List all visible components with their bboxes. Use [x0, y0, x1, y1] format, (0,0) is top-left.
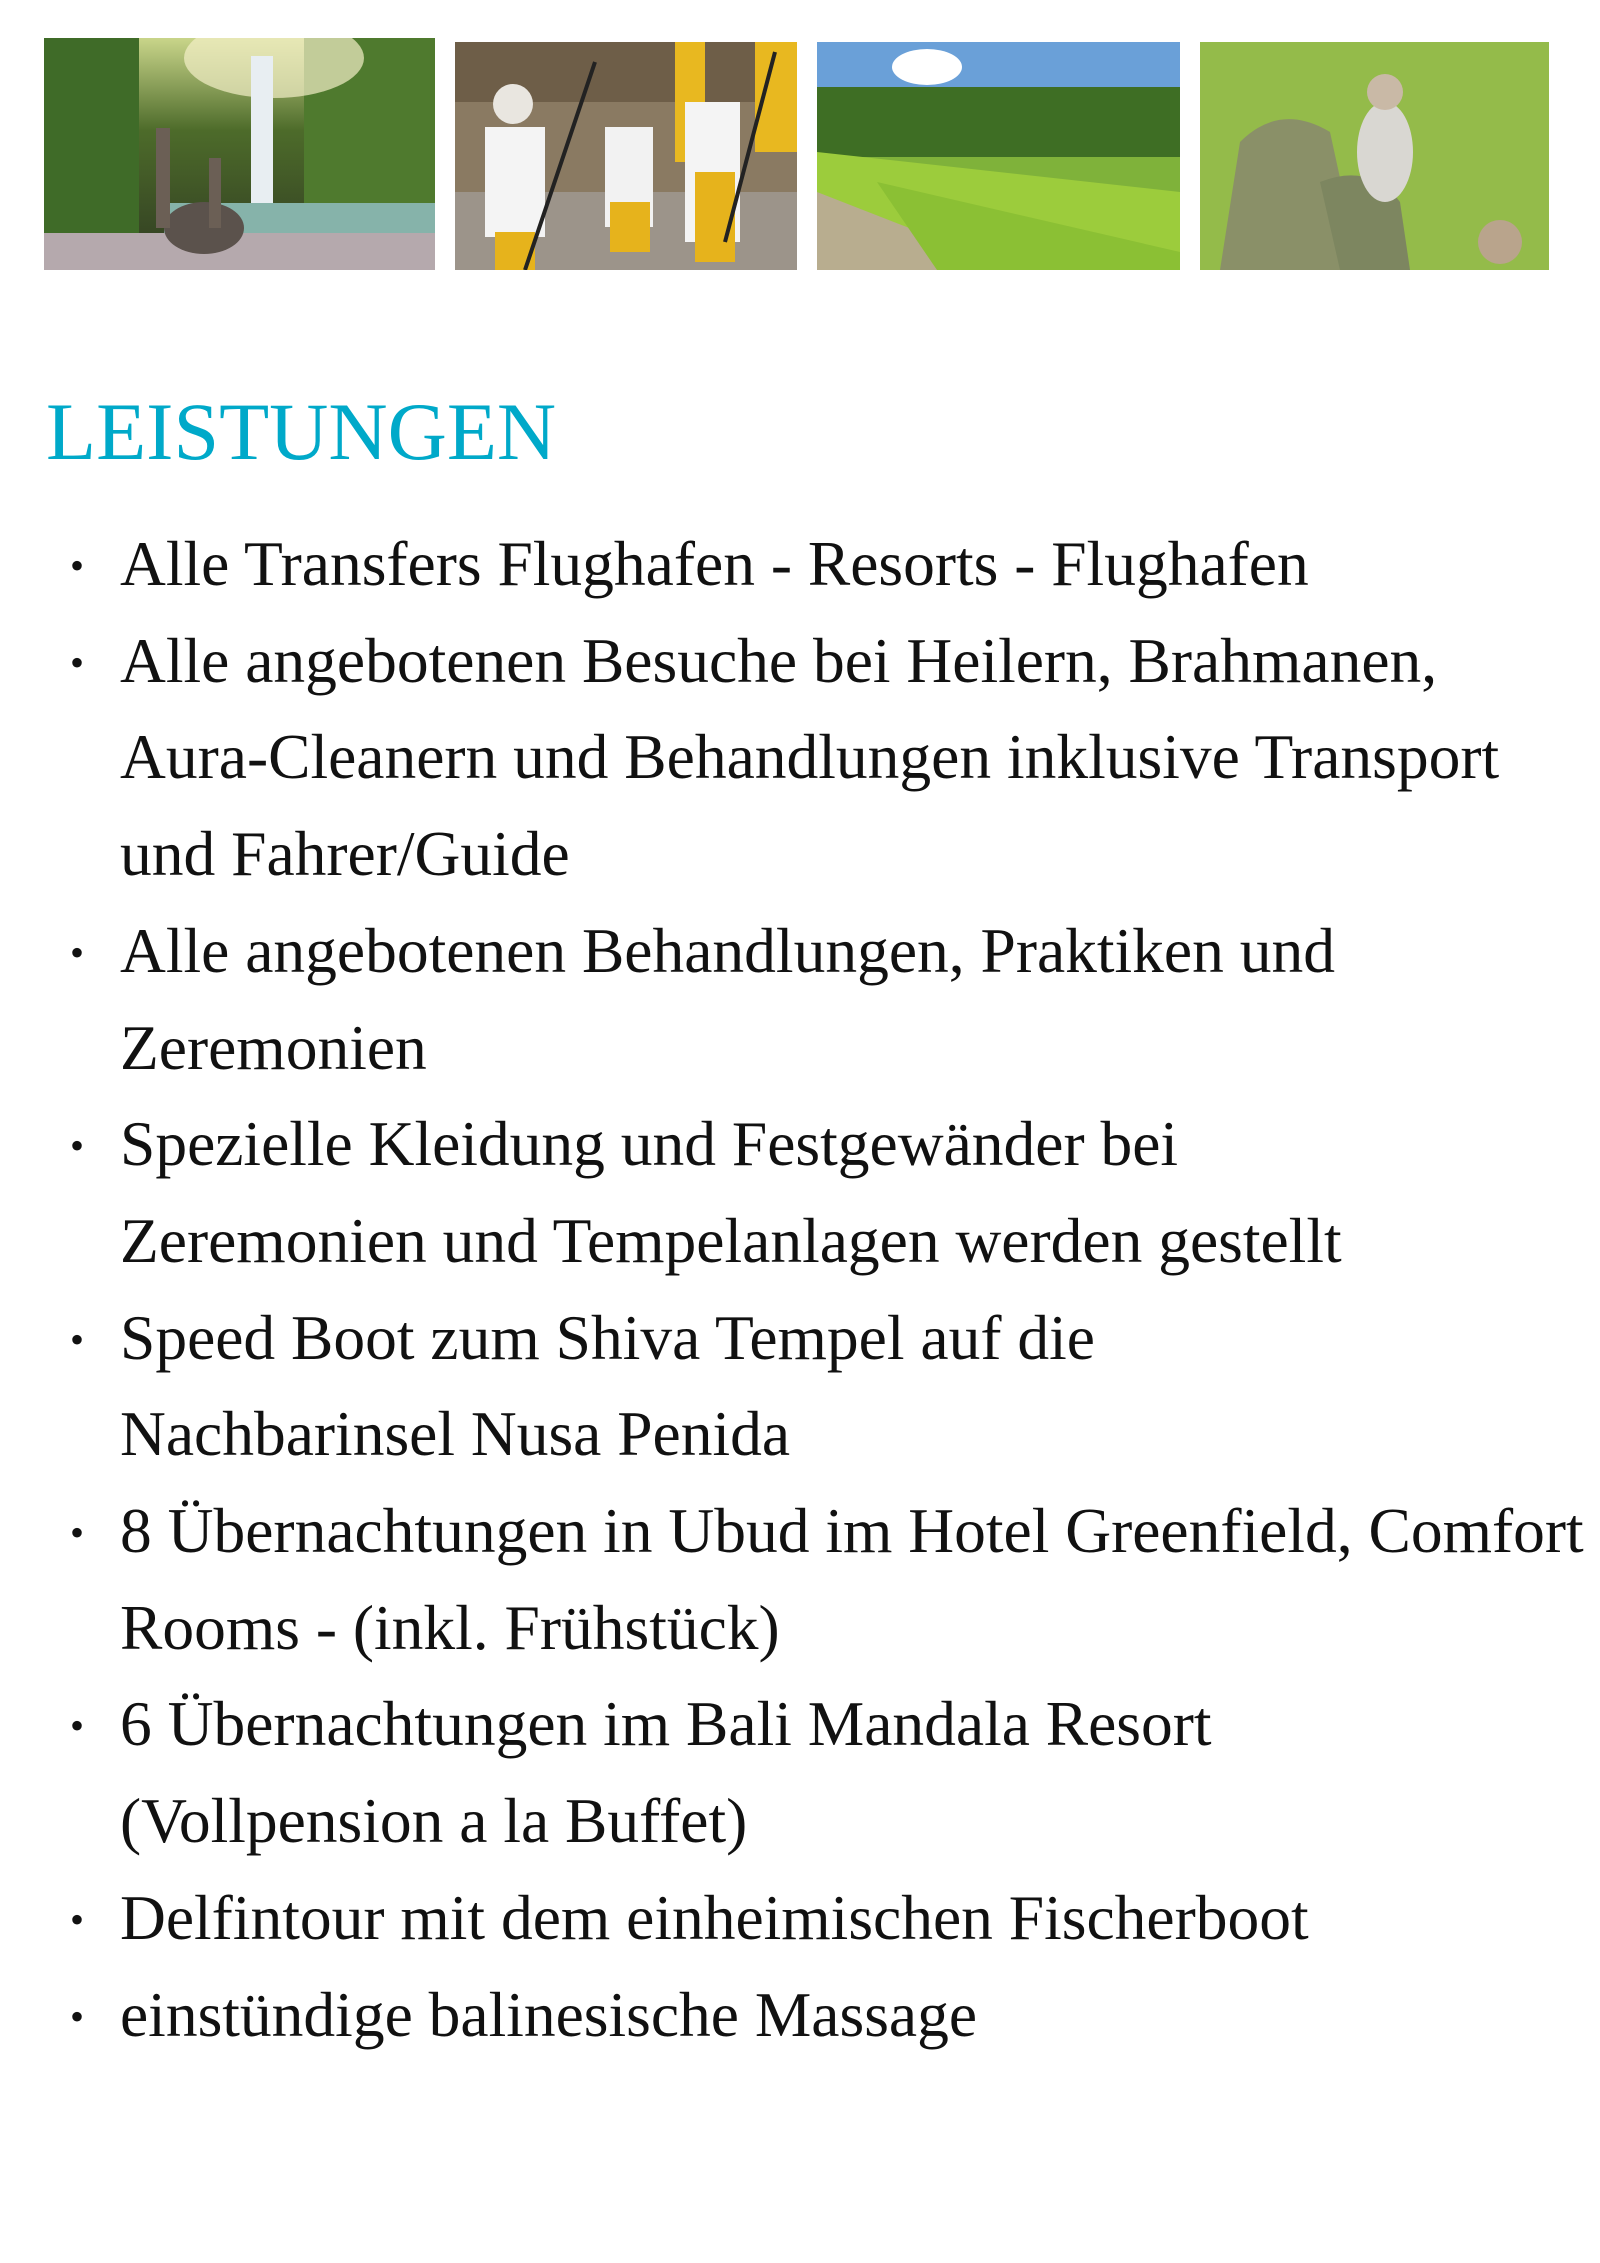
list-item-text: 8 Übernachtungen in Ubud im Hotel Greenfield, Comfort Rooms - (inkl. Frühstück) — [120, 1495, 1584, 1663]
list-item — [0, 1676, 1600, 1869]
bullet-icon: • — [70, 639, 85, 685]
monkey-statue-photo — [1200, 42, 1549, 270]
list-item — [0, 1290, 1600, 1483]
bullet-icon: • — [70, 1123, 85, 1169]
list-item-text: Spezielle Kleidung und Festgewänder bei Zeremonien und Tempelanlagen werden gestellt — [120, 1108, 1342, 1276]
bullet-icon: • — [70, 1896, 85, 1942]
list-item — [0, 516, 1600, 613]
list-item-text: Alle Transfers Flughafen - Resorts - Flughafen — [120, 528, 1309, 599]
bullet-icon: • — [70, 1316, 85, 1362]
bullet-icon: • — [70, 1993, 85, 2039]
list-item — [0, 1967, 1600, 2064]
list-item-text: Speed Boot zum Shiva Tempel auf die Nachbarinsel Nusa Penida — [120, 1301, 1095, 1470]
photo-strip — [44, 38, 1549, 270]
waterfall-photo — [44, 38, 435, 270]
rice-terraces-photo — [817, 42, 1180, 270]
list-item — [0, 903, 1600, 1096]
section-heading: LEISTUNGEN — [46, 386, 557, 477]
bullet-icon: • — [70, 1510, 85, 1556]
list-item — [0, 1096, 1600, 1289]
list-item-text: Alle angebotenen Behandlungen, Praktiken und Zeremonien — [120, 914, 1335, 1083]
list-item-text: Delfintour mit dem einheimischen Fischerboot — [120, 1881, 1309, 1953]
bullet-icon: • — [70, 1703, 85, 1749]
bullet-icon: • — [70, 929, 85, 975]
list-item-text: 6 Übernachtungen im Bali Mandala Resort (Vollpension a la Buffet) — [120, 1688, 1212, 1857]
list-item — [0, 1483, 1600, 1676]
bullet-icon: • — [70, 543, 85, 588]
list-item-text: Alle angebotenen Besuche bei Heilern, Brahmanen, Aura-Cleanern und Behandlungen inklusive Transport und Fahrer/Guide — [120, 624, 1500, 890]
ceremony-photo — [455, 42, 797, 270]
services-list — [0, 516, 1600, 2063]
list-item — [0, 1870, 1600, 1967]
list-item-text: einstündige balinesische Massage — [120, 1978, 978, 2050]
list-item — [0, 613, 1600, 903]
